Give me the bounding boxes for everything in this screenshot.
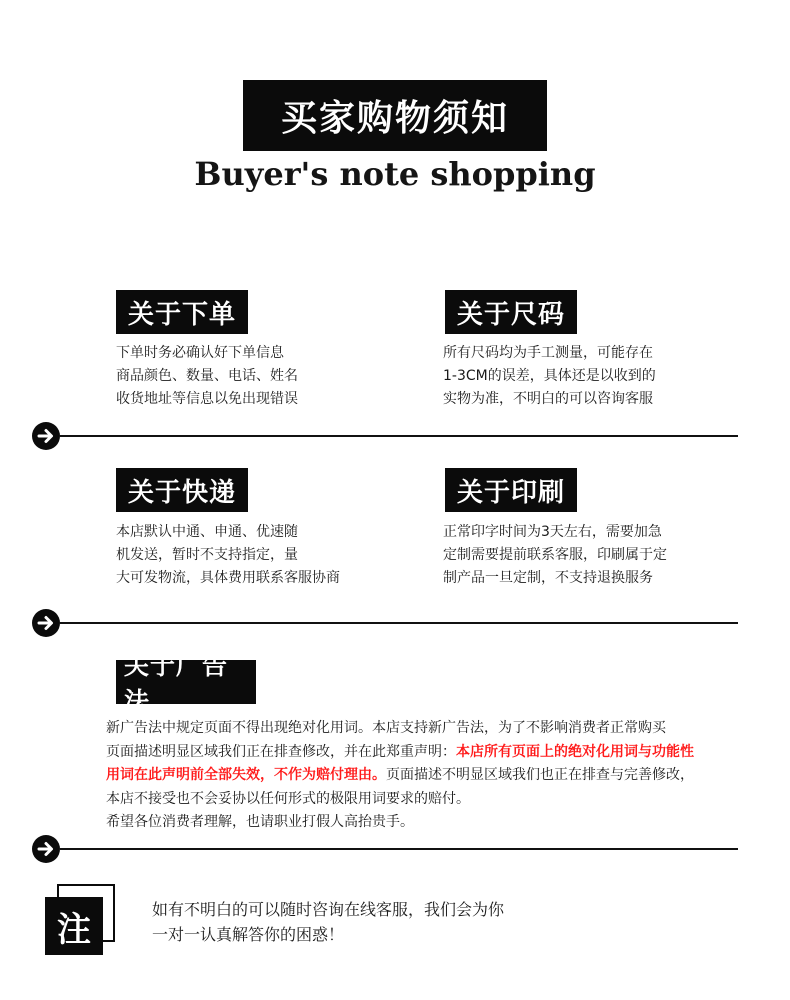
text-line: 定制需要提前联系客服，印刷属于定 (443, 547, 667, 563)
text-line: 收货地址等信息以免出现错误 (116, 391, 298, 407)
divider-line (60, 622, 738, 624)
text-line: 1-3CM的误差，具体还是以收到的 (443, 368, 656, 384)
arrow-right-circle-icon (32, 835, 60, 863)
text-line: 一对一认真解答你的困惑！ (152, 925, 345, 944)
section-divider (32, 609, 738, 637)
text-highlight: 本店所有页面上的绝对化用词与功能性 (456, 743, 694, 760)
text-line: 商品颜色、数量、电话、姓名 (116, 368, 298, 384)
section-text-printing (443, 521, 667, 590)
section-divider (32, 422, 738, 450)
section-divider (32, 835, 738, 863)
note-text (152, 897, 504, 947)
section-text-ad-law (106, 717, 694, 835)
text-highlight: 用词在此声明前全部失效，不作为赔付理由。 (106, 767, 386, 783)
divider-line (60, 848, 738, 850)
text-line: 实物为准，不明白的可以咨询客服 (443, 391, 653, 407)
arrow-right-circle-icon (32, 422, 60, 450)
section-tag-order: 关于下单 (116, 290, 248, 334)
section-tag-express: 关于快递 (116, 468, 248, 512)
note-badge: 注 (45, 897, 103, 955)
section-tag-size: 关于尺码 (445, 290, 577, 334)
text-line: 希望各位消费者理解，也请职业打假人高抬贵手。 (106, 814, 414, 830)
text-line (106, 741, 694, 765)
divider-line (60, 435, 738, 437)
text-line: 机发送，暂时不支持指定，量 (116, 547, 298, 563)
page-subtitle: Buyer's note shopping (194, 155, 596, 193)
text-normal: 页面描述不明显区域我们也正在排查与完善修改， (386, 767, 694, 783)
text-line: 所有尺码均为手工测量，可能存在 (443, 345, 653, 361)
text-line: 制产品一旦定制，不支持退换服务 (443, 570, 653, 586)
text-line: 本店默认中通、申通、优速随 (116, 524, 298, 540)
page-title: 买家购物须知 (243, 80, 547, 151)
section-tag-printing: 关于印刷 (445, 468, 577, 512)
text-line (106, 764, 694, 788)
section-text-order (116, 342, 298, 411)
arrow-right-circle-icon (32, 609, 60, 637)
section-text-size (443, 342, 656, 411)
section-tag-ad-law: 关于广告法 (116, 660, 256, 704)
text-line: 大可发物流，具体费用联系客服协商 (116, 570, 340, 586)
section-text-express (116, 521, 340, 590)
text-line: 下单时务必确认好下单信息 (116, 345, 284, 361)
text-line: 如有不明白的可以随时咨询在线客服，我们会为你 (152, 900, 505, 919)
text-line: 正常印字时间为3天左右，需要加急 (443, 524, 662, 540)
text-line: 本店不接受也不会妥协以任何形式的极限用词要求的赔付。 (106, 790, 470, 807)
text-line: 新广告法中规定页面不得出现绝对化用词。本店支持新广告法，为了不影响消费者正常购买 (106, 720, 666, 736)
text-normal: 页面描述明显区域我们正在排查修改，并在此郑重声明： (106, 743, 456, 760)
